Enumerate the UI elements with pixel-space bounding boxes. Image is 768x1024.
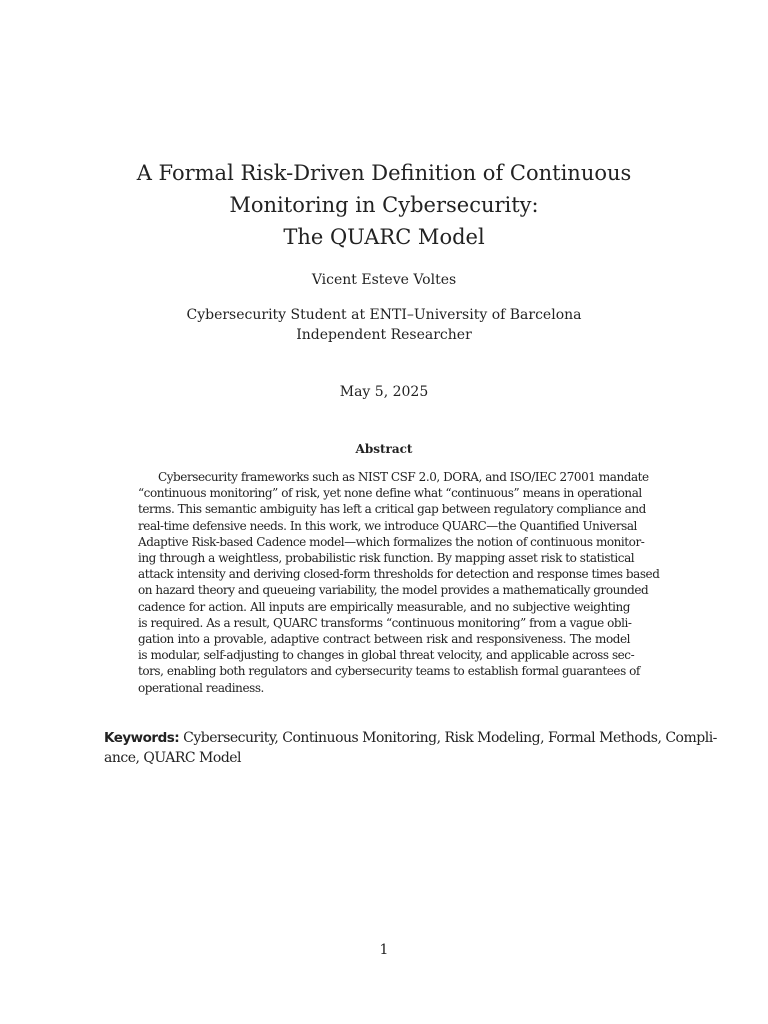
affiliation-line-1: Cybersecurity Student at ENTI–University of Barcelona xyxy=(186,307,582,323)
title-line-2: Monitoring in Cybersecurity: xyxy=(229,193,539,217)
keywords-section xyxy=(104,728,717,768)
author-affiliation xyxy=(0,305,768,345)
abstract-line: “continuous monitoring” of risk, yet none define what “continuous” means in operational xyxy=(138,486,642,501)
abstract-line: cadence for action. All inputs are empirically measurable, and no subjective weighting xyxy=(138,599,630,614)
author-name: Vicent Esteve Voltes xyxy=(311,272,457,288)
affiliation-line-2: Independent Researcher xyxy=(296,327,472,343)
title-line-1: A Formal Risk-Driven Definition of Continuous xyxy=(136,161,632,185)
abstract-line: Adaptive Risk-based Cadence model—which formalizes the notion of continuous monitor- xyxy=(138,534,645,549)
keywords-text-1: Cybersecurity, Continuous Monitoring, Risk Modeling, Formal Methods, Compli- xyxy=(179,730,717,746)
abstract-line: terms. This semantic ambiguity has left a critical gap between regulatory compliance and xyxy=(138,502,646,517)
abstract-line: real-time defensive needs. In this work, we introduce QUARC—the Quantified Universal xyxy=(138,518,637,533)
publication-date: May 5, 2025 xyxy=(339,384,429,400)
keywords-label: Keywords: xyxy=(104,730,180,746)
abstract-line: ing through a weightless, probabilistic risk function. By mapping asset risk to statistical xyxy=(138,551,635,566)
abstract-line: gation into a provable, adaptive contract between risk and responsiveness. The model xyxy=(138,632,630,647)
keywords-text-2: ance, QUARC Model xyxy=(104,750,242,766)
keywords-line-1 xyxy=(104,728,717,748)
abstract-line: tors, enabling both regulators and cybersecurity teams to establish formal guarantees of xyxy=(138,664,640,679)
page-number: 1 xyxy=(379,942,389,958)
abstract-line: on hazard theory and queueing variability, the model provides a mathematically grounded xyxy=(138,583,649,598)
abstract-line: operational readiness. xyxy=(138,680,264,695)
abstract-body xyxy=(138,469,660,696)
abstract-heading: Abstract xyxy=(355,442,413,456)
paper-title xyxy=(0,157,768,253)
abstract-line: attack intensity and deriving closed-form thresholds for detection and response times based xyxy=(138,567,660,582)
abstract-line: is modular, self-adjusting to changes in global threat velocity, and applicable across sec- xyxy=(138,648,635,663)
title-line-3: The QUARC Model xyxy=(283,225,485,249)
abstract-line: Cybersecurity frameworks such as NIST CSF 2.0, DORA, and ISO/IEC 27001 mandate xyxy=(158,470,649,484)
abstract-line: is required. As a result, QUARC transforms “continuous monitoring” from a vague obli- xyxy=(138,615,632,630)
